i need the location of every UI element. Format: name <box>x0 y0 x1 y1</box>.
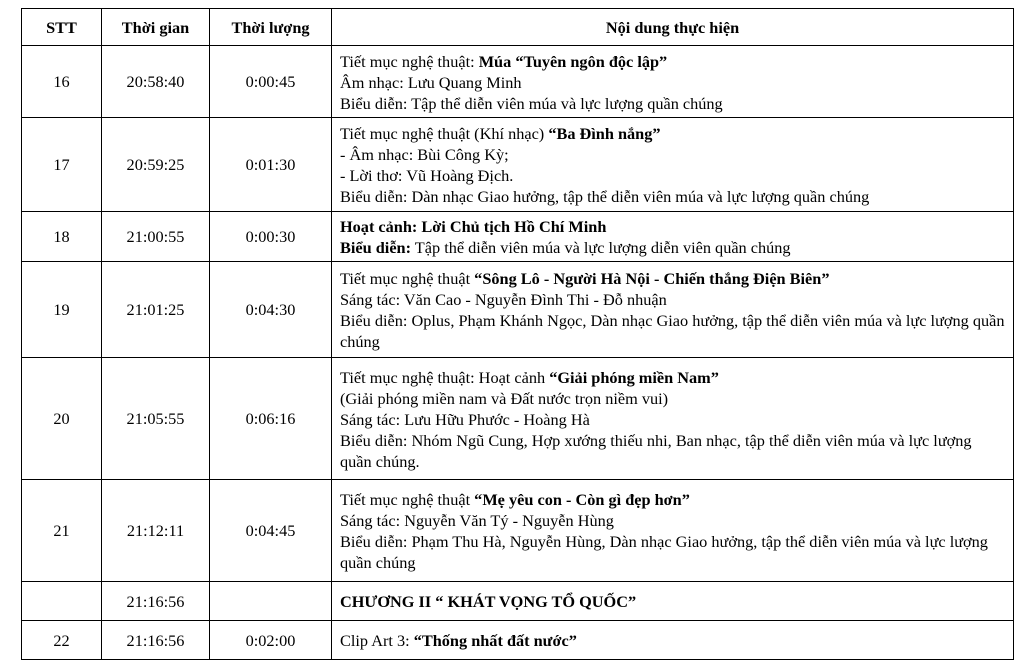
header-stt: STT <box>22 9 102 46</box>
cell-content <box>332 358 1014 480</box>
content-title: “Ba Đình nắng” <box>548 124 661 143</box>
cell-time: 21:01:25 <box>102 262 210 358</box>
header-content: Nội dung thực hiện <box>332 9 1014 46</box>
cell-content <box>332 480 1014 582</box>
content-text: Clip Art 3: <box>340 631 414 650</box>
cell-time: 20:59:25 <box>102 118 210 212</box>
table-row <box>22 621 1014 660</box>
cell-duration: 0:06:16 <box>210 358 332 480</box>
cell-duration <box>210 582 332 621</box>
cell-duration: 0:00:30 <box>210 212 332 262</box>
content-title: “Giải phóng miền Nam” <box>549 367 719 387</box>
content-line: Âm nhạc: Lưu Quang Minh <box>340 72 522 92</box>
cell-time: 21:05:55 <box>102 358 210 480</box>
content-line <box>340 367 1007 388</box>
table-row <box>22 118 1014 212</box>
content-line <box>340 123 1007 144</box>
table-row <box>22 212 1014 262</box>
cell-duration: 0:02:00 <box>210 621 332 660</box>
header-time: Thời gian <box>102 9 210 46</box>
content-title: “Sông Lô - Người Hà Nội - Chiến thắng Điện Biên” <box>474 269 830 288</box>
content-text: Tiết mục nghệ thuật: <box>340 51 479 71</box>
content-line: Sáng tác: Văn Cao - Nguyễn Đình Thi - Đỗ nhuận <box>340 290 667 309</box>
cell-duration: 0:04:30 <box>210 262 332 358</box>
content-line: Biểu diễn: Tập thể diễn viên múa và lực lượng quần chúng <box>340 93 723 113</box>
cell-content <box>332 582 1014 621</box>
content-line <box>340 489 1007 510</box>
content-line: Biểu diễn: Dàn nhạc Giao hưởng, tập thể diễn viên múa và lực lượng quần chúng <box>340 187 870 206</box>
content-line: Sáng tác: Nguyễn Văn Tý - Nguyễn Hùng <box>340 511 614 530</box>
cell-stt: 21 <box>22 480 102 582</box>
cell-stt: 18 <box>22 212 102 262</box>
content-line <box>340 216 1007 237</box>
cell-time: 20:58:40 <box>102 46 210 118</box>
cell-duration: 0:01:30 <box>210 118 332 212</box>
cell-time: 21:16:56 <box>102 621 210 660</box>
content-line <box>340 51 1007 72</box>
cell-stt: 20 <box>22 358 102 480</box>
content-line: Biểu diễn: Oplus, Phạm Khánh Ngọc, Dàn nhạc Giao hưởng, tập thể diễn viên múa và lực lượng quần chúng <box>340 311 1005 351</box>
cell-duration: 0:00:45 <box>210 46 332 118</box>
content-line <box>340 630 1007 651</box>
content-text: Tiết mục nghệ thuật (Khí nhạc) <box>340 124 549 143</box>
content-title: “Thống nhất đất nước” <box>413 631 577 650</box>
content-line <box>340 591 1007 612</box>
content-line: - Lời thơ: Vũ Hoàng Địch. <box>340 166 514 185</box>
cell-content <box>332 212 1014 262</box>
content-line <box>340 268 1007 289</box>
chapter-title: CHƯƠNG II “ KHÁT VỌNG TỔ QUỐC” <box>340 592 637 611</box>
content-text: Tiết mục nghệ thuật: Hoạt cảnh <box>340 367 550 387</box>
cell-content <box>332 621 1014 660</box>
cell-time: 21:12:11 <box>102 480 210 582</box>
cell-stt: 19 <box>22 262 102 358</box>
content-title: Hoạt cảnh: Lời Chủ tịch Hồ Chí Minh <box>340 217 607 236</box>
cell-stt: 17 <box>22 118 102 212</box>
cell-duration: 0:04:45 <box>210 480 332 582</box>
content-line <box>340 237 1007 258</box>
cell-stt <box>22 582 102 621</box>
program-schedule-table <box>21 8 1014 660</box>
table-row <box>22 46 1014 118</box>
cell-time: 21:16:56 <box>102 582 210 621</box>
cell-content <box>332 46 1014 118</box>
table-header-row <box>22 9 1014 46</box>
content-text: Tập thể diễn viên múa và lực lượng diễn viên quần chúng <box>411 238 791 257</box>
content-line: Biểu diễn: Nhóm Ngũ Cung, Hợp xướng thiếu nhi, Ban nhạc, tập thể diễn viên múa và lực lượng quần chúng. <box>340 430 972 471</box>
cell-content <box>332 118 1014 212</box>
cell-stt: 16 <box>22 46 102 118</box>
content-line: (Giải phóng miền nam và Đất nước trọn niềm vui) <box>340 388 669 408</box>
content-title: Múa “Tuyên ngôn độc lập” <box>478 51 668 71</box>
content-text: Tiết mục nghệ thuật <box>340 490 475 509</box>
chapter-row <box>22 582 1014 621</box>
content-line: - Âm nhạc: Bùi Công Kỳ; <box>340 145 509 164</box>
content-text: Tiết mục nghệ thuật <box>340 269 475 288</box>
content-label: Biểu diễn: <box>340 238 412 257</box>
content-line: Sáng tác: Lưu Hữu Phước - Hoàng Hà <box>340 409 590 429</box>
cell-stt: 22 <box>22 621 102 660</box>
header-duration: Thời lượng <box>210 9 332 46</box>
cell-time: 21:00:55 <box>102 212 210 262</box>
table-row <box>22 480 1014 582</box>
content-line: Biểu diễn: Phạm Thu Hà, Nguyễn Hùng, Dàn nhạc Giao hưởng, tập thể diễn viên múa và lực lượng quần chúng <box>340 532 988 572</box>
content-title: “Mẹ yêu con - Còn gì đẹp hơn” <box>474 490 690 509</box>
table-row <box>22 262 1014 358</box>
table-row <box>22 358 1014 480</box>
cell-content <box>332 262 1014 358</box>
